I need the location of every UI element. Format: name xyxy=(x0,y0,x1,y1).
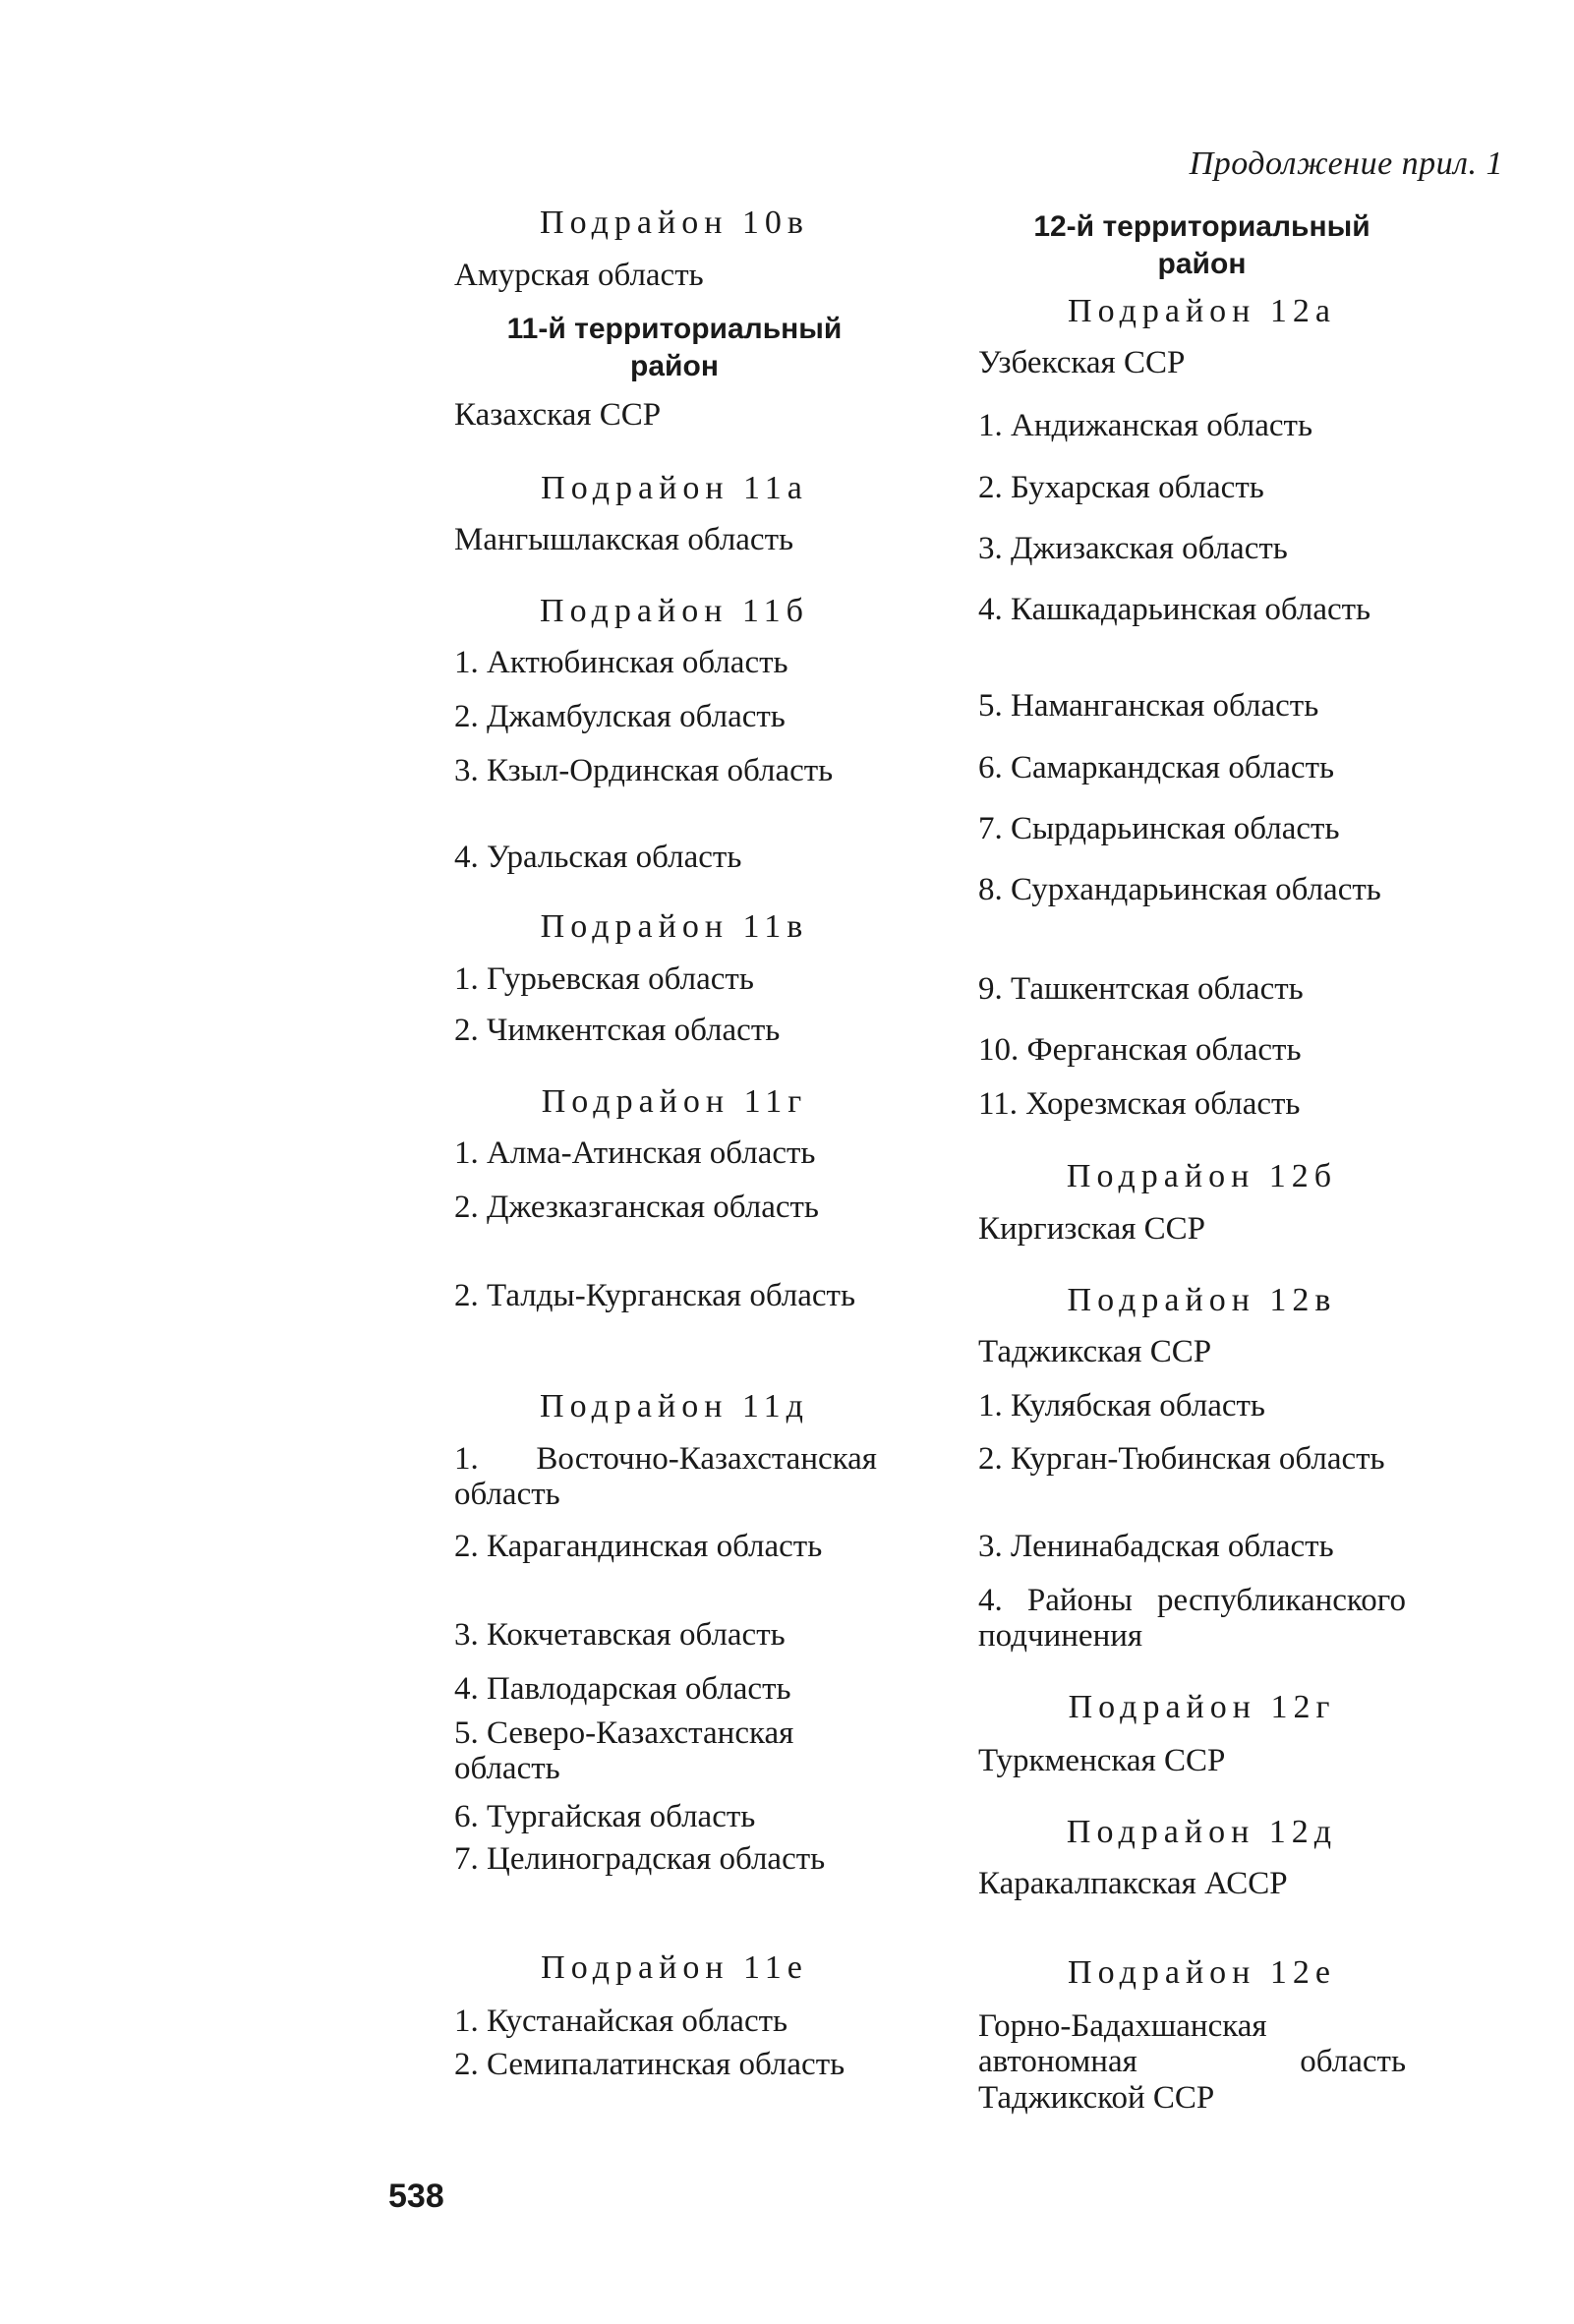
list-item: 6. Самаркандская область xyxy=(978,750,1335,785)
republic-name: Каракалпакская АССР xyxy=(978,1866,1288,1901)
subregion-title: Подрайон 12в xyxy=(1067,1282,1337,1318)
republic-name: Туркменская ССР xyxy=(978,1743,1226,1778)
territorial-region-heading: 11-й территориальный район xyxy=(506,313,843,382)
list-item: 1. Кустанайская область xyxy=(454,2004,788,2039)
subregion-title: Подрайон 11д xyxy=(540,1388,809,1424)
territorial-region-heading: 12-й территориальный район xyxy=(1033,210,1370,280)
list-item: 7. Целиноградская область xyxy=(454,1841,826,1877)
list-item: 11. Хорезмская область xyxy=(978,1086,1301,1122)
list-item: 2. Бухарская область xyxy=(978,470,1264,505)
republic-name: Киргизская ССР xyxy=(978,1211,1206,1247)
list-item: 3. Кокчетавская область xyxy=(454,1617,786,1653)
list-item: 2. Чимкентская область xyxy=(454,1013,781,1048)
list-item: 3. Кзыл-Ординская область xyxy=(454,753,834,788)
list-item: 6. Тургайская область xyxy=(454,1799,756,1834)
list-item: 1. Алма-Атинская область xyxy=(454,1135,816,1171)
region-name: Горно-Бадахшанская автономная область Таджикской ССР xyxy=(978,2008,1406,2116)
subregion-title: Подрайон 11в xyxy=(540,908,809,945)
subregion-title: Подрайон 11г xyxy=(541,1083,808,1120)
list-item: 3. Джизакская область xyxy=(978,531,1288,566)
list-item: 9. Ташкентская область xyxy=(978,971,1304,1007)
subregion-title: Подрайон 11а xyxy=(541,470,808,506)
list-item: 7. Сырдарьинская область xyxy=(978,811,1340,846)
subregion-title: Подрайон 12е xyxy=(1068,1954,1336,1991)
list-item: 2. Курган-Тюбинская область xyxy=(978,1441,1385,1477)
list-item: 5. Северо-Казахстанская область xyxy=(454,1715,794,1787)
subregion-title: Подрайон 11е xyxy=(541,1949,808,1986)
list-item: 4. Уральская область xyxy=(454,840,742,875)
subregion-title: Подрайон 12д xyxy=(1066,1814,1338,1850)
list-item: 1. Андижанская область xyxy=(978,408,1313,443)
republic-name: Узбекская ССР xyxy=(978,345,1186,380)
subregion-title: Подрайон 10в xyxy=(540,204,809,241)
republic-name: Таджикская ССР xyxy=(978,1334,1212,1369)
region-name: Амурская область xyxy=(454,258,704,293)
region-name: Мангышлакская область xyxy=(454,522,794,557)
list-item: 10. Ферганская область xyxy=(978,1032,1302,1068)
subregion-title: Подрайон 12а xyxy=(1068,293,1336,329)
list-item: 5. Наманганская область xyxy=(978,688,1319,724)
list-item: 1. Гурьевская область xyxy=(454,961,754,997)
list-item: 4. Павлодарская область xyxy=(454,1671,791,1707)
list-item: 1. Актюбинская область xyxy=(454,645,788,680)
page-number: 538 xyxy=(388,2178,444,2215)
republic-name: Казахская ССР xyxy=(454,397,662,433)
list-item: 1. Восточно-Казахстанская область xyxy=(454,1441,877,1513)
list-item: 2. Талды-Курганская область xyxy=(454,1278,856,1313)
list-item: 8. Сурхандарьинская область xyxy=(978,872,1381,907)
subregion-title: Подрайон 12б xyxy=(1066,1158,1338,1194)
list-item: 1. Кулябская область xyxy=(978,1388,1265,1423)
list-item: 4. Кашкадарьинская область xyxy=(978,592,1371,627)
list-item: 2. Джезказганская область xyxy=(454,1190,819,1225)
continuation-header: Продолжение прил. 1 xyxy=(1189,145,1503,182)
list-item: 4. Районы республиканского подчинения xyxy=(978,1583,1406,1655)
list-item: 3. Ленинабадская область xyxy=(978,1529,1334,1564)
subregion-title: Подрайон 12г xyxy=(1068,1689,1336,1725)
list-item: 2. Карагандинская область xyxy=(454,1529,823,1564)
subregion-title: Подрайон 11б xyxy=(540,593,809,629)
list-item: 2. Семипалатинская область xyxy=(454,2047,845,2082)
list-item: 2. Джамбулская область xyxy=(454,699,786,734)
